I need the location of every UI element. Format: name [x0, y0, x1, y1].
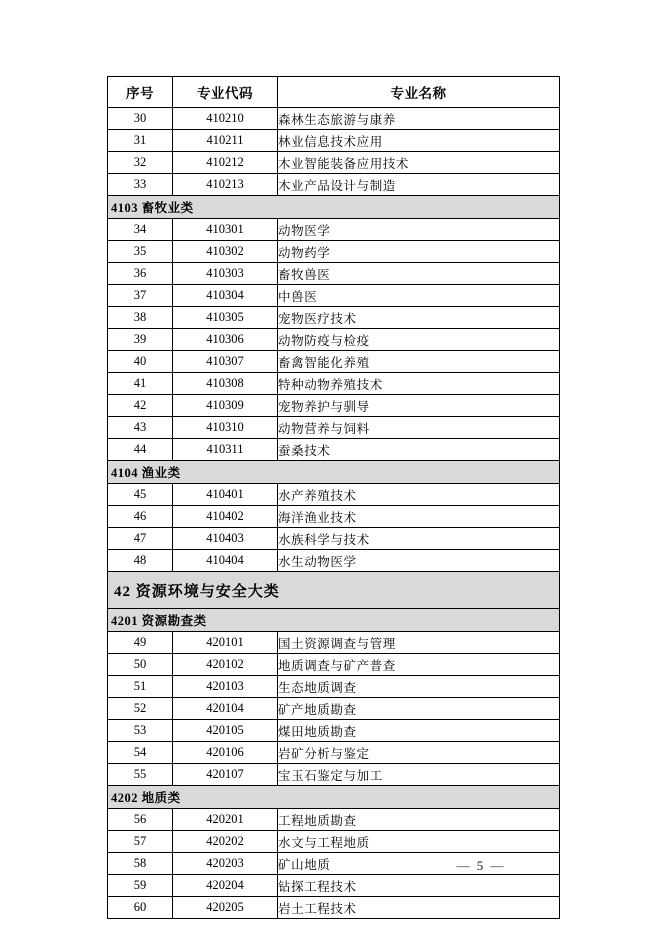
cell-specialty-code: 410211	[173, 130, 278, 152]
cell-seq: 52	[108, 698, 173, 720]
table-row	[108, 528, 560, 550]
cell-specialty-code: 420203	[173, 853, 278, 875]
table-row	[108, 764, 560, 786]
cell-seq: 30	[108, 108, 173, 130]
cell-specialty-name: 特种动物养殖技术	[278, 373, 560, 395]
cell-seq: 60	[108, 897, 173, 919]
cell-specialty-code: 410306	[173, 329, 278, 351]
cell-seq: 33	[108, 174, 173, 196]
cell-specialty-name: 生态地质调查	[278, 676, 560, 698]
cell-seq: 35	[108, 241, 173, 263]
page-footer	[0, 858, 662, 874]
cell-seq: 54	[108, 742, 173, 764]
cell-specialty-name: 水产养殖技术	[278, 484, 560, 506]
sub-category-label: 4201 资源勘查类	[108, 609, 560, 632]
table-header-row	[108, 77, 560, 108]
sub-category-row	[108, 461, 560, 484]
table-row	[108, 307, 560, 329]
cell-seq: 51	[108, 676, 173, 698]
cell-specialty-name: 木业产品设计与制造	[278, 174, 560, 196]
cell-specialty-name: 中兽医	[278, 285, 560, 307]
cell-seq: 55	[108, 764, 173, 786]
cell-specialty-name: 宠物医疗技术	[278, 307, 560, 329]
cell-specialty-code: 410401	[173, 484, 278, 506]
cell-seq: 43	[108, 417, 173, 439]
table-row	[108, 219, 560, 241]
major-category-label: 42 资源环境与安全大类	[108, 572, 560, 609]
cell-seq: 32	[108, 152, 173, 174]
table-row	[108, 831, 560, 853]
cell-specialty-name: 矿山地质	[278, 853, 560, 875]
table-body	[108, 108, 560, 919]
cell-specialty-code: 420107	[173, 764, 278, 786]
cell-specialty-code: 410311	[173, 439, 278, 461]
table-row	[108, 439, 560, 461]
cell-specialty-code: 410307	[173, 351, 278, 373]
cell-specialty-name: 宝玉石鉴定与加工	[278, 764, 560, 786]
table-row	[108, 484, 560, 506]
cell-seq: 34	[108, 219, 173, 241]
table-row	[108, 174, 560, 196]
cell-specialty-code: 410308	[173, 373, 278, 395]
table-row	[108, 285, 560, 307]
table-row	[108, 654, 560, 676]
cell-specialty-code: 410213	[173, 174, 278, 196]
cell-seq: 40	[108, 351, 173, 373]
cell-specialty-code: 410303	[173, 263, 278, 285]
table-row	[108, 550, 560, 572]
cell-specialty-code: 420101	[173, 632, 278, 654]
cell-specialty-code: 420105	[173, 720, 278, 742]
cell-specialty-code: 410210	[173, 108, 278, 130]
cell-seq: 36	[108, 263, 173, 285]
cell-specialty-code: 410212	[173, 152, 278, 174]
page-number: — 5 —	[456, 858, 506, 873]
cell-specialty-code: 410304	[173, 285, 278, 307]
cell-specialty-name: 岩土工程技术	[278, 897, 560, 919]
cell-specialty-code: 410305	[173, 307, 278, 329]
cell-specialty-code: 410302	[173, 241, 278, 263]
cell-specialty-code: 410309	[173, 395, 278, 417]
cell-specialty-name: 工程地质勘查	[278, 809, 560, 831]
table-header	[108, 77, 560, 108]
cell-seq: 58	[108, 853, 173, 875]
table-row	[108, 152, 560, 174]
cell-seq: 59	[108, 875, 173, 897]
cell-specialty-name: 水文与工程地质	[278, 831, 560, 853]
column-header-name: 专业名称	[278, 77, 560, 108]
cell-specialty-name: 水族科学与技术	[278, 528, 560, 550]
cell-specialty-code: 420103	[173, 676, 278, 698]
table-row	[108, 809, 560, 831]
cell-specialty-name: 动物防疫与检疫	[278, 329, 560, 351]
sub-category-label: 4103 畜牧业类	[108, 196, 560, 219]
cell-specialty-code: 420104	[173, 698, 278, 720]
cell-specialty-name: 畜禽智能化养殖	[278, 351, 560, 373]
table-row	[108, 417, 560, 439]
cell-specialty-code: 410310	[173, 417, 278, 439]
cell-seq: 41	[108, 373, 173, 395]
table-row	[108, 698, 560, 720]
cell-seq: 48	[108, 550, 173, 572]
cell-seq: 39	[108, 329, 173, 351]
table-row	[108, 720, 560, 742]
cell-specialty-name: 动物药学	[278, 241, 560, 263]
cell-specialty-name: 岩矿分析与鉴定	[278, 742, 560, 764]
table-row	[108, 263, 560, 285]
table-row	[108, 506, 560, 528]
column-header-seq: 序号	[108, 77, 173, 108]
table-row	[108, 108, 560, 130]
cell-seq: 49	[108, 632, 173, 654]
column-header-code: 专业代码	[173, 77, 278, 108]
cell-seq: 50	[108, 654, 173, 676]
cell-specialty-name: 林业信息技术应用	[278, 130, 560, 152]
table-row	[108, 373, 560, 395]
cell-specialty-code: 410404	[173, 550, 278, 572]
table-row	[108, 395, 560, 417]
cell-specialty-name: 动物医学	[278, 219, 560, 241]
table-row	[108, 130, 560, 152]
major-category-row	[108, 572, 560, 609]
sub-category-row	[108, 609, 560, 632]
cell-specialty-name: 宠物养护与驯导	[278, 395, 560, 417]
cell-specialty-code: 420202	[173, 831, 278, 853]
cell-specialty-code: 420102	[173, 654, 278, 676]
cell-seq: 38	[108, 307, 173, 329]
specialty-catalog-table	[107, 76, 560, 919]
table-row	[108, 351, 560, 373]
sub-category-row	[108, 196, 560, 219]
cell-specialty-code: 410301	[173, 219, 278, 241]
specialty-catalog-table-wrapper	[107, 76, 559, 919]
cell-seq: 53	[108, 720, 173, 742]
cell-seq: 56	[108, 809, 173, 831]
cell-specialty-code: 420201	[173, 809, 278, 831]
cell-specialty-name: 蚕桑技术	[278, 439, 560, 461]
cell-specialty-name: 钻探工程技术	[278, 875, 560, 897]
cell-seq: 45	[108, 484, 173, 506]
cell-specialty-code: 410402	[173, 506, 278, 528]
cell-specialty-name: 煤田地质勘查	[278, 720, 560, 742]
cell-seq: 44	[108, 439, 173, 461]
table-row	[108, 329, 560, 351]
cell-specialty-name: 海洋渔业技术	[278, 506, 560, 528]
sub-category-label: 4104 渔业类	[108, 461, 560, 484]
cell-specialty-name: 木业智能装备应用技术	[278, 152, 560, 174]
table-row	[108, 241, 560, 263]
cell-seq: 37	[108, 285, 173, 307]
cell-seq: 46	[108, 506, 173, 528]
table-row	[108, 875, 560, 897]
cell-seq: 47	[108, 528, 173, 550]
cell-specialty-name: 矿产地质勘查	[278, 698, 560, 720]
cell-seq: 42	[108, 395, 173, 417]
cell-specialty-name: 国土资源调查与管理	[278, 632, 560, 654]
sub-category-label: 4202 地质类	[108, 786, 560, 809]
table-row	[108, 676, 560, 698]
cell-specialty-name: 地质调查与矿产普查	[278, 654, 560, 676]
cell-specialty-name: 畜牧兽医	[278, 263, 560, 285]
sub-category-row	[108, 786, 560, 809]
table-row	[108, 897, 560, 919]
cell-specialty-code: 420204	[173, 875, 278, 897]
cell-specialty-name: 水生动物医学	[278, 550, 560, 572]
cell-specialty-code: 410403	[173, 528, 278, 550]
cell-specialty-code: 420205	[173, 897, 278, 919]
cell-seq: 57	[108, 831, 173, 853]
cell-seq: 31	[108, 130, 173, 152]
cell-specialty-name: 森林生态旅游与康养	[278, 108, 560, 130]
table-row	[108, 742, 560, 764]
table-row	[108, 632, 560, 654]
cell-specialty-code: 420106	[173, 742, 278, 764]
cell-specialty-name: 动物营养与饲料	[278, 417, 560, 439]
